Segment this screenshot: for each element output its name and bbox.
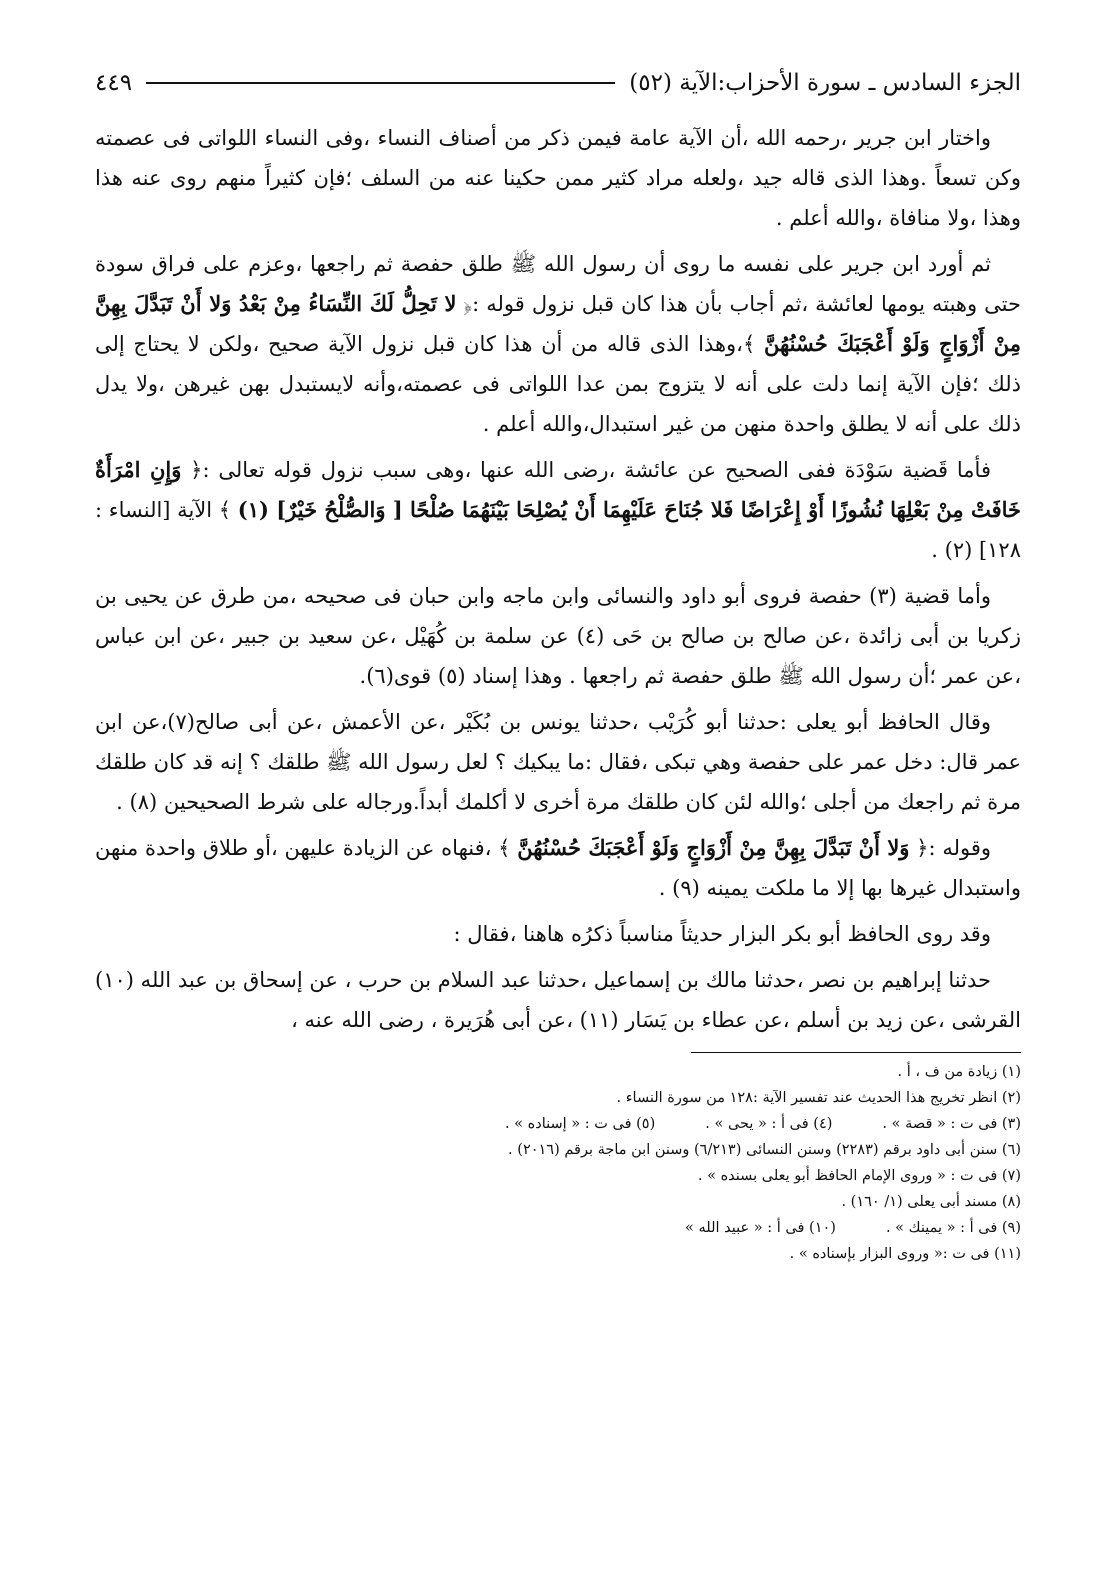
- header-rule: [146, 82, 615, 84]
- footnote: (١١) فى ت :« وروى البزار بإسناده » .: [789, 1246, 1021, 1262]
- footnote-row: [95, 1111, 1021, 1137]
- paragraph: [95, 914, 1021, 954]
- footnote: (٢) انظر تخريج هذا الحديث عند تفسير الآية :١٢٨ من سورة النساء .: [616, 1090, 1021, 1106]
- page-header: [95, 70, 1021, 96]
- footnote: (٣) فى ت : « قصة » .: [882, 1116, 1021, 1132]
- footnote: (٨) مسند أبى يعلى (١/ ١٦٠) .: [841, 1194, 1021, 1210]
- paragraph: [95, 244, 1021, 444]
- footnote-separator: [691, 1052, 1021, 1053]
- footnote: (٦) سنن أبى داود برقم (٢٢٨٣) وسنن النسائى (٦/٢١٣) وسنن ابن ماجة برقم (٢٠١٦) .: [508, 1142, 1021, 1158]
- paragraph-text: فأما قَضية سَوْدَة ففى الصحيح عن عائشة ،رضى الله عنها ،وهى سبب نزول قوله تعالى :﴿: [181, 458, 991, 482]
- footnote: (١) زيادة من ف ، أ .: [897, 1064, 1021, 1080]
- paragraph: [95, 450, 1021, 570]
- paragraph: [95, 576, 1021, 696]
- paragraph-text: ﴾،وهذا الذى قاله من أن هذا كان قبل نزول الآية صحيح ،ولكن لا يحتاج إلى ذلك ؛فإن الآية إنما دلت على أنه لا يتزوج بمن عدا اللواتى فى عصمته،وأنه لايستبدل بهن غيرهن ،ولا يدل ذلك على أنه لا يطلق واحدة منهن من غير استبدال،والله أعلم .: [95, 332, 1021, 436]
- paragraph-text: وأما قضية (٣) حفصة فروى أبو داود والنسائى وابن ماجه وابن حبان فى صحيحه ،من طرق عن يحيى بن زكريا بن أبى زائدة ،عن صالح بن صالح بن حَى (٤) عن سلمة بن كُهَيْل ،عن سعيد بن جبير ،عن ابن عباس ،عن عمر ؛أن رسول الله ﷺ طلق حفصة ثم راجعها . وهذا إسناد (٥) قوى(٦).: [95, 584, 1021, 688]
- running-title: الجزء السادس ـ سورة الأحزاب:الآية (٥٢): [629, 70, 1021, 96]
- page-number: ٤٤٩: [95, 70, 133, 96]
- paragraph-text: ﴾ الآية [النساء : ١٢٨] (٢) .: [94, 498, 1021, 562]
- paragraph-text: ﴾ ،فنهاه عن الزيادة عليهن ،أو طلاق واحدة منهن واستبدال غيرها بها إلا ما ملكت يمينه (٩) .: [95, 836, 1021, 900]
- body-text: [95, 118, 1021, 1040]
- footnotes: [95, 1059, 1021, 1267]
- footnote: (٧) فى ت : « وروى الإمام الحافظ أبو يعلى بسنده » .: [697, 1168, 1021, 1184]
- paragraph-text: وقال الحافظ أبو يعلى :حدثنا أبو كُرَيْب ،حدثنا يونس بن بُكَيْر ،عن الأعمش ،عن أبى صالح(٧)،عن ابن عمر قال: دخل عمر على حفصة وهي تبكى ،فقال :ما يبكيك ؟ لعل رسول الله ﷺ طلقك ؟ إنه قد كان طلقك مرة ثم راجعك من أجلى ؛والله لئن كان طلقك مرة أخرى لا أكلمك أبداً.ورجاله على شرط الصحيحين (٨) .: [95, 710, 1021, 814]
- footnote: (٩) فى أ : « يمينك » .: [885, 1220, 1021, 1236]
- quran-verse: وَلا أَنْ تَبَدَّلَ بِهِنَّ مِنْ أَزْوَاجٍ وَلَوْ أَعْجَبَكَ حُسْنُهُنَّ: [517, 835, 910, 860]
- footnote: (٥) فى ت : « إسناده » .: [504, 1116, 656, 1132]
- paragraph-text: حدثنا إبراهيم بن نصر ،حدثنا مالك بن إسماعيل ،حدثنا عبد السلام بن حرب ، عن إسحاق بن عبد الله (١٠) القرشى ،عن زيد بن أسلم ،عن عطاء بن يَسَار (١١) ،عن أبى هُرَيرة ، رضى الله عنه ،: [95, 968, 1021, 1032]
- footnote: (١٠) فى أ : « عبيد الله »: [685, 1220, 836, 1236]
- quran-verse: لا تَحِلُّ لَكَ النِّسَاءُ مِنْ بَعْدُ وَلا أَنْ تَبَدَّلَ بِهِنَّ مِنْ أَزْوَاجٍ وَلَوْ أَعْجَبَكَ حُسْنُهُنَّ: [95, 291, 1022, 356]
- quran-verse: وَإِنِ امْرَأَةٌ خَافَتْ مِنْ بَعْلِهَا نُشُوزًا أَوْ إِعْرَاضًا فَلا جُنَاحَ عَلَيْهِمَا أَنْ يُصْلِحَا بَيْنَهُمَا صُلْحًا [ وَالصُّلْحُ خَيْرٌ] (١): [95, 457, 1021, 522]
- paragraph: [95, 828, 1021, 908]
- paragraph: [95, 702, 1021, 822]
- paragraph-text: وقوله :﴿: [909, 836, 991, 860]
- footnote-row: [95, 1215, 1021, 1241]
- paragraph: [95, 960, 1021, 1040]
- paragraph-text: ثم أورد ابن جرير على نفسه ما روى أن رسول الله ﷺ طلق حفصة ثم راجعها ،وعزم على فراق سودة حتى وهبته يومها لعائشة ،ثم أجاب بأن هذا كان قبل نزول قوله :﴿: [95, 252, 1021, 316]
- paragraph-text: وقد روى الحافظ أبو بكر البزار حديثاً مناسباً ذكرُه هاهنا ،فقال :: [453, 922, 991, 946]
- paragraph-text: واختار ابن جرير ،رحمه الله ،أن الآية عامة فيمن ذكر من أصناف النساء ،وفى النساء اللواتى فى عصمته وكن تسعاً .وهذا الذى قاله جيد ،ولعله مراد كثير ممن حكينا عنه من السلف ؛فإن كثيراً منهم روى عنه هذا وهذا ،ولا منافاة ،والله أعلم .: [95, 126, 1021, 230]
- paragraph: [95, 118, 1021, 238]
- footnote: (٤) فى أ : « يحى » .: [705, 1116, 833, 1132]
